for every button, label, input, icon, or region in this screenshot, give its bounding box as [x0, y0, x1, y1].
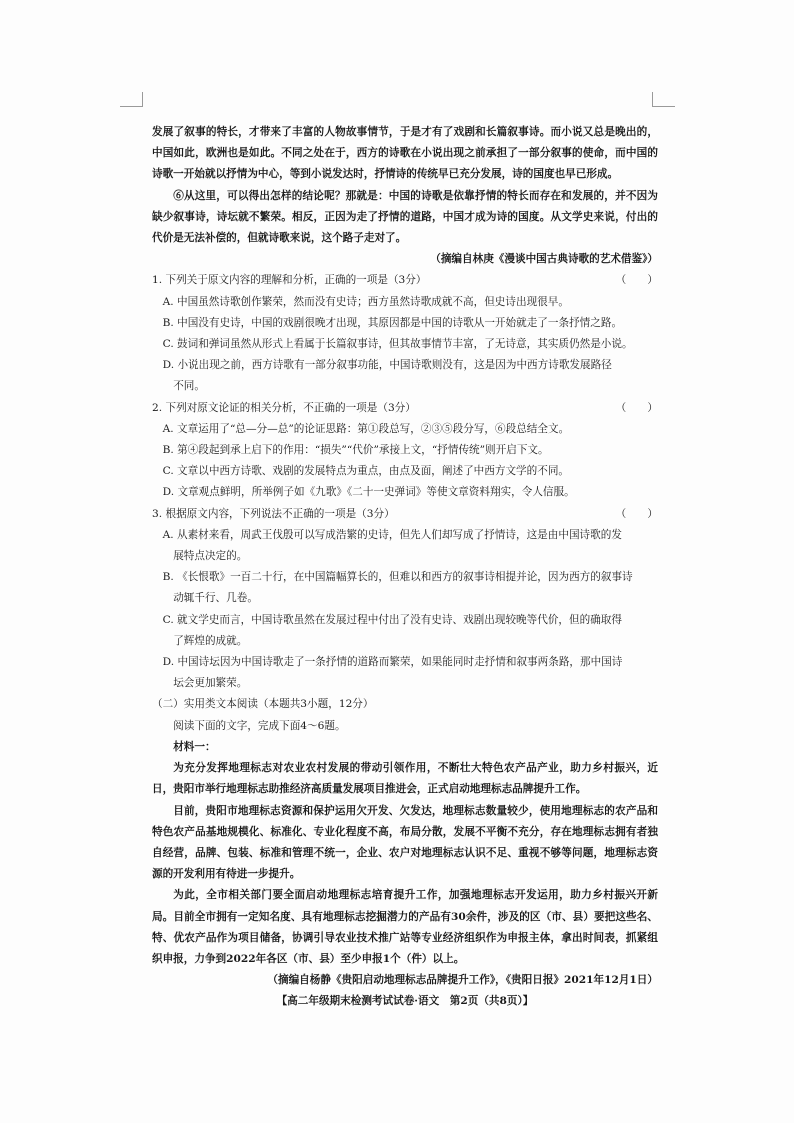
option-d: D. 小说出现之前，西方诗歌有一部分叙事功能，中国诗歌则没有，这是因为中西方诗歌发展路径	[162, 359, 612, 372]
option-b-continuation: 动辄千行、几卷。	[173, 592, 258, 605]
question-text: 1. 下列关于原文内容的理解和分析，正确的一项是（3分）	[152, 274, 427, 287]
section-heading: （二）实用类文本阅读（本题共3小题，12分）	[152, 698, 374, 711]
page-content	[152, 122, 658, 1013]
answer-blank[interactable]: （ ）	[615, 274, 658, 287]
question-1-stem	[152, 270, 658, 291]
material-paragraph: 为充分发挥地理标志对农业农村发展的带动引领作用，不断壮大特色农产品产业，助力乡村振兴，近日，贵阳市举行地理标志助推经济高质量发展项目推进会，正式启动地理标志品牌提升工作。	[152, 762, 658, 796]
crop-mark-top-left	[120, 92, 143, 107]
option-a: A. 从素材来看，周武王伐殷可以写成浩繁的史诗，但先人们却写成了抒情诗，这是由中国诗歌的发	[162, 528, 622, 541]
passage-conclusion-paragraph: ⑥从这里，可以得出怎样的结论呢？那就是：中国的诗歌是依靠抒情的特长而存在和发展的，并不因为缺少叙事诗，诗坛就不繁荣。相反，正因为走了抒情的道路，中国才成为诗的国度。从文学史来说，付出的代价是无法补偿的，但就诗歌来说，这个路子走对了。	[152, 189, 658, 245]
crop-mark-top-right	[652, 92, 675, 107]
option-b: B. 第④段起到承上启下的作用：“损失”“代价”承接上文，“抒情传统”则开启下文。	[162, 444, 549, 457]
option-b: B. 中国没有史诗，中国的戏剧很晚才出现，其原因都是中国的诗歌从一开始就走了一条抒情之路。	[162, 316, 623, 329]
material-label: 材料一：	[173, 740, 216, 753]
option-d-continuation: 不同。	[173, 380, 205, 393]
question-text: 3. 根据原文内容，下列说法不正确的一项是（3分）	[152, 507, 395, 520]
option-d: D. 文章观点鲜明，所举例子如《九歌》《二十一史弹词》等使文章资料翔实，令人信服。	[162, 486, 575, 499]
section-instruction: 阅读下面的文字，完成下面4～6题。	[173, 719, 346, 732]
option-b: B. 《长恨歌》一百二十行，在中国篇幅算长的，但难以和西方的叙事诗相提并论，因为西方的叙事诗	[162, 571, 633, 584]
page-footer: 【高二年级期末检测考试试卷·语文 第2页（共8页）】	[276, 995, 534, 1008]
question-2-stem	[152, 398, 658, 419]
option-d-continuation: 坛会更加繁荣。	[173, 677, 248, 690]
option-c: C. 鼓词和弹词虽然从形式上看属于长篇叙事诗，但其故事情节丰富，了无诗意，其实质仍然是小说。	[162, 338, 633, 351]
option-a: A. 文章运用了“总—分—总”的论证思路：第①段总写，②③⑤段分写，⑥段总结全文。	[162, 422, 570, 435]
option-c: C. 文章以中西方诗歌、戏剧的发展特点为重点，由点及面，阐述了中西方文学的不同。	[162, 465, 570, 478]
material-paragraph: 为此，全市相关部门要全面启动地理标志培育提升工作，加强地理标志开发运用，助力乡村振兴开新局。目前全市拥有一定知名度、具有地理标志挖掘潜力的产品有30余件，涉及的区（市、县）要把这些名、特、优农产品作为项目储备，协调引导农业技术推广站等专业经济组织作为申报主体，拿出时间表，抓紧组织申报，力争到2022年各区（市、县）至少申报1个（件）以上。	[152, 889, 658, 965]
option-a-continuation: 展特点决定的。	[173, 550, 248, 563]
question-3-stem	[152, 504, 658, 525]
option-c-continuation: 了辉煌的成就。	[173, 634, 248, 647]
option-a: A. 中国虽然诗歌创作繁荣，然而没有史诗；西方虽然诗歌成就不高，但史诗出现很早。	[162, 295, 569, 308]
question-text: 2. 下列对原文论证的相关分析，不正确的一项是（3分）	[152, 401, 416, 414]
material-paragraph: 目前，贵阳市地理标志资源和保护运用欠开发、欠发达，地理标志数量较少，使用地理标志的农产品和特色农产品基地规模化、标准化、专业化程度不高，布局分散，发展不平衡不充分，存在地理标志拥有者独自经营，品牌、包装、标准和管理不统一，企业、农户对地理标志认识不足、重视不够等问题，地理标志资源的开发利用有待进一步提升。	[152, 804, 658, 881]
passage-source: （摘编自林庚《漫谈中国古典诗歌的艺术借鉴》）	[430, 253, 658, 266]
material-source: （摘编自杨静《贵阳启动地理标志品牌提升工作》，《贵阳日报》2021年12月1日）	[267, 974, 658, 987]
answer-blank[interactable]: （ ）	[615, 401, 658, 414]
answer-blank[interactable]: （ ）	[615, 507, 658, 520]
option-c: C. 就文学史而言，中国诗歌虽然在发展过程中付出了没有史诗、戏剧出现较晚等代价，但的确取得	[162, 613, 622, 626]
passage-paragraph: 发展了叙事的特长，才带来了丰富的人物故事情节，于是才有了戏剧和长篇叙事诗。而小说又总是晚出的，中国如此，欧洲也是如此。不同之处在于，西方的诗歌在小说出现之前承担了一部分叙事的使命，而中国的诗歌一开始就以抒情为中心，等到小说发达时，抒情诗的传统早已充分发展，诗的国度也早已形成。	[152, 126, 658, 181]
option-d: D. 中国诗坛因为中国诗歌走了一条抒情的道路而繁荣，如果能同时走抒情和叙事两条路，那中国诗	[162, 656, 623, 669]
